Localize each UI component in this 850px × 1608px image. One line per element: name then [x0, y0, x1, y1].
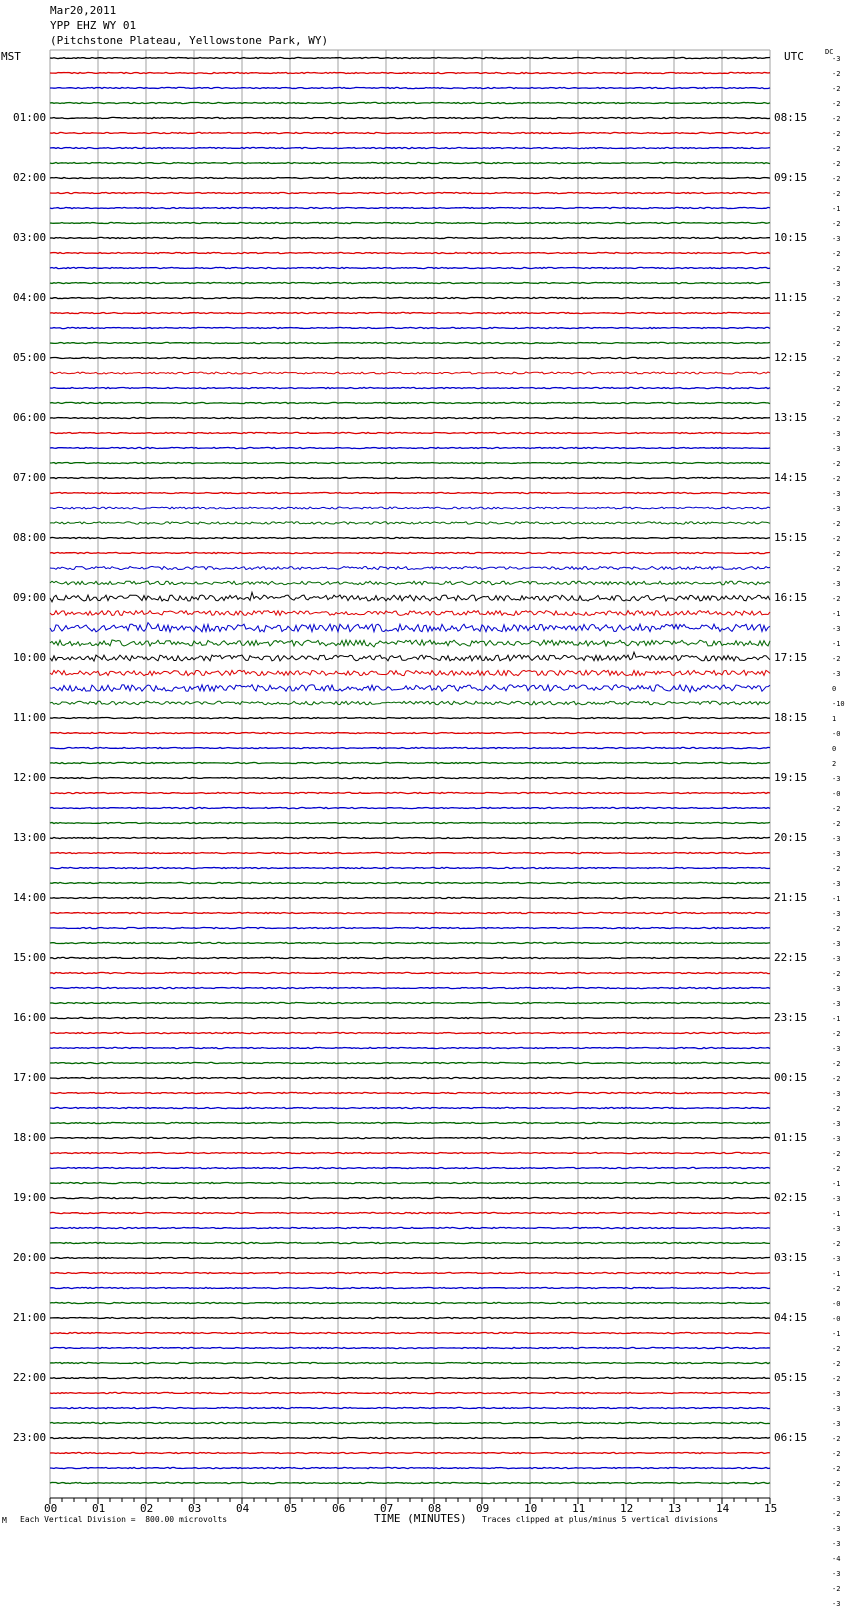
mst-axis-title: MST — [1, 50, 21, 63]
time-tick-label: 00 — [44, 1502, 58, 1515]
trace-line — [50, 882, 770, 883]
dc-offset-label: -2 — [832, 1435, 841, 1443]
dc-offset-label: -3 — [832, 1195, 841, 1203]
dc-offset-label: -2 — [832, 970, 841, 978]
utc-hour-label: 23:15 — [774, 1011, 808, 1024]
dc-offset-label: -2 — [832, 1360, 841, 1368]
mst-hour-label: 10:00 — [13, 651, 47, 664]
dc-offset-label: -1 — [832, 1330, 841, 1338]
utc-hour-label: 15:15 — [774, 531, 808, 544]
utc-hour-label: 09:15 — [774, 171, 808, 184]
dc-offset-label: -3 — [832, 580, 841, 588]
dc-offset-label: -2 — [832, 595, 841, 603]
dc-offset-label: -2 — [832, 370, 841, 378]
dc-offset-label: -2 — [832, 1450, 841, 1458]
dc-title: DC — [825, 48, 834, 56]
time-tick-label: 07 — [380, 1502, 394, 1515]
dc-offset-label: -0 — [832, 730, 841, 738]
dc-offset-label: -2 — [832, 1465, 841, 1473]
time-tick-label: 15 — [764, 1502, 778, 1515]
trace-line — [50, 72, 770, 73]
trace-line — [50, 1002, 770, 1003]
mst-hour-label: 19:00 — [13, 1191, 47, 1204]
dc-offset-label: 1 — [832, 715, 837, 723]
dc-offset-label: -3 — [832, 1000, 841, 1008]
mst-hour-label: 17:00 — [13, 1071, 47, 1084]
dc-offset-label: -2 — [832, 415, 841, 423]
trace-line — [50, 747, 770, 748]
trace-line — [50, 222, 770, 223]
dc-offset-label: -3 — [832, 1495, 841, 1503]
time-tick-label: 02 — [140, 1502, 154, 1515]
trace-line — [50, 912, 770, 913]
utc-hour-label: 22:15 — [774, 951, 808, 964]
dc-offset-label: -2 — [832, 1150, 841, 1158]
dc-offset-label: -2 — [832, 520, 841, 528]
trace-line — [50, 447, 770, 448]
dc-offset-label: -1 — [832, 1180, 841, 1188]
dc-offset-label: -1 — [832, 205, 841, 213]
mst-hour-label: 08:00 — [13, 531, 47, 544]
dc-offset-label: -2 — [832, 160, 841, 168]
dc-offset-label: -2 — [832, 1030, 841, 1038]
dc-offset-label: -1 — [832, 895, 841, 903]
dc-offset-label: -2 — [832, 130, 841, 138]
utc-hour-label: 21:15 — [774, 891, 808, 904]
dc-offset-label: -3 — [832, 880, 841, 888]
trace-line — [50, 1302, 770, 1303]
trace-line — [50, 1452, 770, 1453]
time-tick-label: 08 — [428, 1502, 442, 1515]
trace-line — [50, 701, 770, 705]
dc-offset-label: -3 — [832, 985, 841, 993]
dc-offset-label: -10 — [832, 700, 845, 708]
utc-hour-label: 16:15 — [774, 591, 808, 604]
dc-offset-label: -2 — [832, 1510, 841, 1518]
trace-line — [50, 1482, 770, 1483]
date-label: Mar20,2011 — [50, 4, 117, 17]
time-tick-label: 13 — [668, 1502, 682, 1515]
dc-offset-label: -1 — [832, 1015, 841, 1023]
trace-line — [50, 792, 770, 793]
dc-offset-label: -0 — [832, 1300, 841, 1308]
mst-hour-label: 22:00 — [13, 1371, 47, 1384]
trace-line — [50, 1227, 770, 1228]
trace-line — [50, 537, 770, 538]
dc-offset-label: -2 — [832, 1060, 841, 1068]
dc-offset-label: -2 — [832, 550, 841, 558]
dc-offset-label: -2 — [832, 85, 841, 93]
trace-line — [50, 1197, 770, 1198]
trace-line — [50, 1362, 770, 1363]
trace-line — [50, 987, 770, 988]
trace-line — [50, 1257, 770, 1258]
trace-line — [50, 162, 770, 163]
dc-offset-label: -2 — [832, 220, 841, 228]
time-axis-ticks — [50, 1498, 770, 1504]
trace-line — [50, 1152, 770, 1153]
dc-offset-label: -2 — [832, 310, 841, 318]
dc-offset-label: -3 — [832, 910, 841, 918]
time-tick-label: 03 — [188, 1502, 202, 1515]
dc-offset-label: -2 — [832, 820, 841, 828]
trace-line — [50, 566, 770, 569]
trace-line — [50, 1242, 770, 1243]
trace-line — [50, 1047, 770, 1048]
dc-offset-label: -2 — [832, 115, 841, 123]
mst-hour-label: 05:00 — [13, 351, 47, 364]
trace-line — [50, 1062, 770, 1063]
utc-hour-label: 01:15 — [774, 1131, 808, 1144]
utc-hour-label: 20:15 — [774, 831, 808, 844]
dc-offset-label: -2 — [832, 1165, 841, 1173]
dc-offset-label: -3 — [832, 1135, 841, 1143]
dc-offset-label: -2 — [832, 1585, 841, 1593]
trace-line — [50, 1272, 770, 1273]
mst-hour-label: 13:00 — [13, 831, 47, 844]
trace-line — [50, 852, 770, 853]
dc-offset-label: -3 — [832, 280, 841, 288]
time-tick-label: 14 — [716, 1502, 730, 1515]
dc-offset-label: -2 — [832, 925, 841, 933]
utc-hour-label: 10:15 — [774, 231, 808, 244]
dc-offset-label: -3 — [832, 490, 841, 498]
dc-offset-label: -2 — [832, 175, 841, 183]
dc-offset-label: -3 — [832, 1090, 841, 1098]
dc-offset-label: -3 — [832, 505, 841, 513]
dc-offset-label: -3 — [832, 1420, 841, 1428]
dc-offset-label: -2 — [832, 1075, 841, 1083]
dc-offset-label: -2 — [832, 100, 841, 108]
trace-line — [50, 1347, 770, 1348]
dc-offset-label: -2 — [832, 1480, 841, 1488]
utc-hour-label: 18:15 — [774, 711, 808, 724]
dc-offset-label: -3 — [832, 445, 841, 453]
x-axis-title: TIME (MINUTES) — [374, 1512, 467, 1525]
location-label: (Pitchstone Plateau, Yellowstone Park, WY) — [50, 34, 329, 47]
dc-offset-label: -2 — [832, 340, 841, 348]
time-tick-label: 01 — [92, 1502, 106, 1515]
trace-line — [50, 387, 770, 388]
footer-mark: M — [2, 1516, 7, 1525]
trace-line — [50, 462, 770, 463]
trace-line — [50, 1407, 770, 1408]
dc-offset-label: -3 — [832, 955, 841, 963]
trace-line — [50, 417, 770, 418]
dc-offset-label: -2 — [832, 1375, 841, 1383]
trace-line — [50, 102, 770, 103]
dc-offset-label: -3 — [832, 430, 841, 438]
utc-hour-label: 12:15 — [774, 351, 808, 364]
dc-offset-label: -3 — [832, 670, 841, 678]
dc-offset-label: -2 — [832, 1240, 841, 1248]
dc-offset-label: -3 — [832, 1600, 841, 1608]
trace-line — [50, 592, 770, 602]
dc-offset-label: -2 — [832, 1105, 841, 1113]
utc-hour-label: 03:15 — [774, 1251, 808, 1264]
trace-line — [50, 297, 770, 298]
trace-line — [50, 623, 770, 632]
dc-offset-label: -2 — [832, 1285, 841, 1293]
dc-offset-label: -2 — [832, 805, 841, 813]
dc-offset-label: -2 — [832, 655, 841, 663]
dc-offset-label: -2 — [832, 385, 841, 393]
trace-line — [50, 1077, 770, 1078]
dc-offset-label: -2 — [832, 565, 841, 573]
dc-offset-label: -1 — [832, 1270, 841, 1278]
dc-offset-label: -3 — [832, 1390, 841, 1398]
mst-hour-label: 02:00 — [13, 171, 47, 184]
trace-line — [50, 942, 770, 943]
trace-line — [50, 1212, 770, 1213]
dc-offset-label: -3 — [832, 1120, 841, 1128]
dc-offset-label: 0 — [832, 685, 837, 693]
dc-offset-label: -3 — [832, 1255, 841, 1263]
trace-line — [50, 357, 770, 358]
trace-line — [50, 147, 770, 148]
trace-line — [50, 1167, 770, 1168]
scale-note: Each Vertical Division = 800.00 microvolts — [20, 1515, 228, 1524]
dc-offset-label: -2 — [832, 190, 841, 198]
dc-offset-label: -3 — [832, 1225, 841, 1233]
trace-line — [50, 237, 770, 238]
mst-hour-label: 16:00 — [13, 1011, 47, 1024]
trace-line — [50, 1182, 770, 1183]
utc-hour-label: 04:15 — [774, 1311, 808, 1324]
trace-line — [50, 1332, 770, 1333]
utc-axis-title: UTC — [784, 50, 804, 63]
mst-hour-label: 11:00 — [13, 711, 47, 724]
mst-hour-label: 12:00 — [13, 771, 47, 784]
trace-line — [50, 207, 770, 208]
trace-line — [50, 327, 770, 328]
utc-hour-label: 14:15 — [774, 471, 808, 484]
trace-line — [50, 807, 770, 808]
dc-offset-label: -3 — [832, 1525, 841, 1533]
trace-line — [50, 87, 770, 88]
dc-offset-label: -3 — [832, 235, 841, 243]
mst-hour-label: 09:00 — [13, 591, 47, 604]
utc-hour-label: 02:15 — [774, 1191, 808, 1204]
trace-line — [50, 192, 770, 193]
mst-hour-label: 20:00 — [13, 1251, 47, 1264]
utc-hour-label: 08:15 — [774, 111, 808, 124]
trace-line — [50, 670, 770, 675]
mst-hour-label: 07:00 — [13, 471, 47, 484]
trace-line — [50, 1392, 770, 1393]
trace-line — [50, 1467, 770, 1468]
time-tick-label: 12 — [620, 1502, 634, 1515]
utc-hour-label: 06:15 — [774, 1431, 808, 1444]
time-tick-label: 06 — [332, 1502, 346, 1515]
trace-line — [50, 1422, 770, 1423]
mst-hour-label: 04:00 — [13, 291, 47, 304]
trace-line — [50, 1377, 770, 1378]
dc-offset-label: -4 — [832, 1555, 841, 1563]
dc-offset-label: -3 — [832, 1045, 841, 1053]
utc-hour-label: 19:15 — [774, 771, 808, 784]
trace-line — [50, 1017, 770, 1018]
trace-line — [50, 282, 770, 283]
dc-offset-label: -2 — [832, 535, 841, 543]
mst-hour-label: 01:00 — [13, 111, 47, 124]
dc-offset-label: -3 — [832, 625, 841, 633]
trace-line — [50, 57, 770, 58]
dc-offset-label: -3 — [832, 940, 841, 948]
dc-offset-label: -2 — [832, 70, 841, 78]
trace-line — [50, 117, 770, 118]
trace-line — [50, 1107, 770, 1108]
trace-line — [50, 717, 770, 718]
dc-offset-label: -3 — [832, 1570, 841, 1578]
dc-offset-label: 2 — [832, 760, 837, 768]
mst-hour-label: 03:00 — [13, 231, 47, 244]
station-label: YPP EHZ WY 01 — [50, 19, 137, 32]
trace-line — [50, 822, 770, 823]
dc-offset-label: -3 — [832, 1540, 841, 1548]
trace-line — [50, 1437, 770, 1438]
dc-offset-label: -2 — [832, 475, 841, 483]
dc-offset-label: -2 — [832, 1345, 841, 1353]
trace-line — [50, 777, 770, 778]
dc-offset-label: -1 — [832, 1210, 841, 1218]
dc-offset-label: 0 — [832, 745, 837, 753]
trace-line — [50, 267, 770, 268]
time-tick-label: 09 — [476, 1502, 490, 1515]
trace-line — [50, 927, 770, 928]
trace-line — [50, 837, 770, 838]
trace-line — [50, 522, 770, 524]
trace-line — [50, 972, 770, 973]
trace-line — [50, 762, 770, 763]
trace-line — [50, 252, 770, 253]
utc-hour-label: 00:15 — [774, 1071, 808, 1084]
utc-hour-label: 11:15 — [774, 291, 808, 304]
mst-hour-label: 21:00 — [13, 1311, 47, 1324]
trace-line — [50, 1122, 770, 1123]
seismic-traces — [50, 57, 770, 1483]
mst-hour-label: 14:00 — [13, 891, 47, 904]
trace-line — [50, 867, 770, 868]
trace-line — [50, 132, 770, 133]
trace-line — [50, 1137, 770, 1138]
trace-line — [50, 372, 770, 374]
utc-hour-label: 05:15 — [774, 1371, 808, 1384]
dc-offset-label: -2 — [832, 250, 841, 258]
dc-offset-label: -0 — [832, 1315, 841, 1323]
trace-line — [50, 1287, 770, 1288]
trace-line — [50, 581, 770, 585]
mst-hour-label: 06:00 — [13, 411, 47, 424]
time-tick-label: 11 — [572, 1502, 586, 1515]
dc-offset-label: -2 — [832, 355, 841, 363]
trace-line — [50, 342, 770, 343]
dc-offset-label: -2 — [832, 325, 841, 333]
trace-line — [50, 957, 770, 958]
dc-offset-label: -3 — [832, 835, 841, 843]
dc-offset-label: -2 — [832, 460, 841, 468]
trace-line — [50, 652, 770, 661]
trace-line — [50, 1092, 770, 1093]
trace-line — [50, 507, 770, 509]
trace-line — [50, 1317, 770, 1318]
mst-hour-label: 23:00 — [13, 1431, 47, 1444]
trace-line — [50, 732, 770, 733]
trace-line — [50, 552, 770, 553]
trace-line — [50, 477, 770, 478]
trace-line — [50, 640, 770, 647]
dc-offset-label: -3 — [832, 850, 841, 858]
time-tick-label: 04 — [236, 1502, 250, 1515]
trace-line — [50, 432, 770, 433]
mst-hour-label: 15:00 — [13, 951, 47, 964]
trace-line — [50, 177, 770, 178]
dc-offset-label: -2 — [832, 295, 841, 303]
dc-offset-label: -3 — [832, 1405, 841, 1413]
trace-line — [50, 685, 770, 693]
trace-line — [50, 312, 770, 313]
dc-offset-label: -2 — [832, 400, 841, 408]
dc-offset-label: -1 — [832, 610, 841, 618]
time-tick-label: 10 — [524, 1502, 538, 1515]
mst-hour-label: 18:00 — [13, 1131, 47, 1144]
dc-offset-label: -2 — [832, 145, 841, 153]
time-tick-label: 05 — [284, 1502, 298, 1515]
dc-offset-label: -3 — [832, 55, 841, 63]
dc-offset-label: -3 — [832, 775, 841, 783]
trace-line — [50, 897, 770, 898]
utc-hour-label: 13:15 — [774, 411, 808, 424]
clip-note: Traces clipped at plus/minus 5 vertical divisions — [482, 1515, 719, 1524]
trace-line — [50, 402, 770, 403]
utc-hour-label: 17:15 — [774, 651, 808, 664]
dc-offset-label: -1 — [832, 640, 841, 648]
trace-line — [50, 1032, 770, 1033]
dc-offset-label: -0 — [832, 790, 841, 798]
dc-offset-label: -2 — [832, 265, 841, 273]
trace-line — [50, 611, 770, 616]
dc-offset-label: -2 — [832, 865, 841, 873]
trace-line — [50, 492, 770, 493]
